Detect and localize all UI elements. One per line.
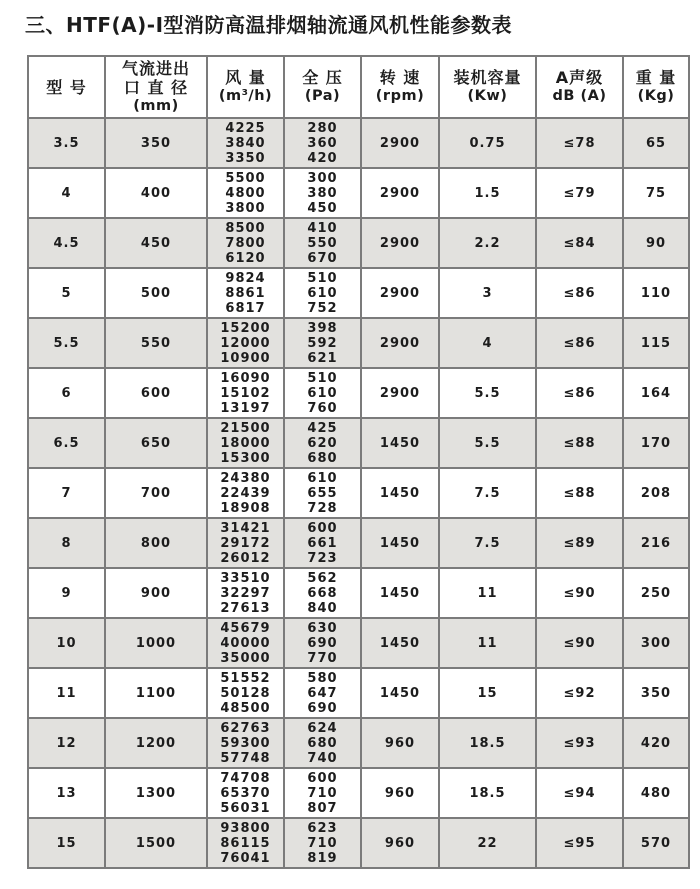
table-row	[28, 718, 689, 768]
column-header-noise-line: dB (A)	[552, 88, 607, 104]
cell-diameter: 1000	[105, 618, 207, 668]
cell-airflow-value-line: 22439	[220, 485, 271, 501]
cell-pressure-value-line: 600	[307, 520, 338, 536]
cell-diameter: 350	[105, 118, 207, 168]
cell-pressure	[284, 318, 361, 368]
cell-model: 3.5	[28, 118, 105, 168]
cell-diameter: 800	[105, 518, 207, 568]
cell-airflow-value-line: 33510	[220, 570, 271, 586]
cell-weight: 65	[623, 118, 689, 168]
cell-power: 7.5	[439, 468, 536, 518]
cell-power: 18.5	[439, 768, 536, 818]
cell-model: 5.5	[28, 318, 105, 368]
cell-airflow-value-line: 5500	[225, 170, 266, 186]
column-header-pressure	[284, 56, 361, 118]
cell-noise: ≤86	[536, 368, 623, 418]
cell-airflow-value-line: 7800	[225, 235, 266, 251]
cell-pressure-value-line: 670	[307, 250, 338, 266]
cell-model: 5	[28, 268, 105, 318]
cell-airflow-value-line: 8861	[225, 285, 266, 301]
cell-speed: 960	[361, 768, 439, 818]
column-header-model	[28, 56, 105, 118]
cell-airflow-value-line: 74708	[220, 770, 271, 786]
cell-airflow	[207, 218, 284, 268]
cell-airflow-value-line: 93800	[220, 820, 271, 836]
cell-pressure-value-line: 610	[307, 385, 338, 401]
column-header-diameter	[105, 56, 207, 118]
cell-weight: 216	[623, 518, 689, 568]
cell-weight: 420	[623, 718, 689, 768]
cell-power: 0.75	[439, 118, 536, 168]
cell-power: 11	[439, 618, 536, 668]
cell-airflow-value-line: 56031	[220, 800, 271, 816]
cell-airflow-value-line: 13197	[220, 400, 271, 416]
column-header-speed-line: 转 速	[379, 68, 421, 87]
cell-noise: ≤90	[536, 568, 623, 618]
cell-airflow-value-line: 12000	[220, 335, 271, 351]
column-header-weight-line: (Kg)	[637, 88, 675, 104]
cell-pressure-value-line: 510	[307, 370, 338, 386]
column-header-diameter-line: (mm)	[133, 97, 179, 114]
cell-pressure-value-line: 610	[307, 285, 338, 301]
cell-diameter: 900	[105, 568, 207, 618]
cell-airflow-value-line: 57748	[220, 750, 271, 766]
cell-noise: ≤79	[536, 168, 623, 218]
cell-noise: ≤95	[536, 818, 623, 868]
page-title: 三、HTF(A)-Ⅰ型消防高温排烟轴流通风机性能参数表	[25, 13, 513, 37]
cell-noise: ≤84	[536, 218, 623, 268]
cell-speed: 2900	[361, 118, 439, 168]
cell-pressure-value-line: 280	[307, 120, 338, 136]
column-header-speed	[361, 56, 439, 118]
cell-airflow-value-line: 15300	[220, 450, 271, 466]
cell-pressure-value-line: 752	[307, 300, 338, 316]
column-header-model-line: 型 号	[46, 77, 87, 97]
cell-speed: 1450	[361, 418, 439, 468]
cell-diameter: 500	[105, 268, 207, 318]
cell-diameter: 400	[105, 168, 207, 218]
table-row	[28, 518, 689, 568]
cell-pressure-value-line: 728	[307, 500, 338, 516]
cell-airflow-value-line: 6817	[225, 300, 266, 316]
column-header-noise	[536, 56, 623, 118]
cell-model: 11	[28, 668, 105, 718]
cell-airflow	[207, 618, 284, 668]
cell-pressure-value-line: 562	[307, 570, 338, 586]
cell-power: 5.5	[439, 418, 536, 468]
cell-speed: 2900	[361, 218, 439, 268]
cell-pressure-value-line: 410	[307, 220, 338, 236]
column-header-pressure-line: (Pa)	[304, 88, 341, 104]
cell-airflow-value-line: 3800	[225, 200, 266, 216]
cell-pressure	[284, 118, 361, 168]
cell-power: 18.5	[439, 718, 536, 768]
cell-airflow-value-line: 18000	[220, 435, 271, 451]
cell-airflow-value-line: 62763	[220, 720, 271, 736]
table-row	[28, 268, 689, 318]
table-row	[28, 318, 689, 368]
cell-airflow-value-line: 8500	[225, 220, 266, 236]
cell-model: 4.5	[28, 218, 105, 268]
cell-weight: 75	[623, 168, 689, 218]
table-row	[28, 368, 689, 418]
cell-pressure-value-line: 300	[307, 170, 338, 186]
cell-pressure-value-line: 690	[307, 635, 338, 651]
cell-pressure-value-line: 690	[307, 700, 338, 716]
cell-airflow	[207, 318, 284, 368]
cell-airflow	[207, 118, 284, 168]
cell-pressure-value-line: 510	[307, 270, 338, 286]
cell-airflow	[207, 518, 284, 568]
cell-airflow-value-line: 10900	[220, 350, 271, 366]
cell-diameter: 1500	[105, 818, 207, 868]
cell-model: 6.5	[28, 418, 105, 468]
cell-pressure-value-line: 360	[307, 135, 338, 151]
cell-weight: 480	[623, 768, 689, 818]
cell-airflow-value-line: 6120	[225, 250, 266, 266]
cell-airflow-value-line: 24380	[220, 470, 271, 486]
cell-airflow-value-line: 51552	[220, 670, 271, 686]
column-header-airflow-line: (m³/h)	[218, 88, 273, 104]
column-header-power-line: (Kw)	[467, 88, 508, 104]
cell-airflow	[207, 468, 284, 518]
cell-pressure-value-line: 621	[307, 350, 338, 366]
table-row	[28, 218, 689, 268]
cell-pressure	[284, 568, 361, 618]
cell-speed: 1450	[361, 618, 439, 668]
cell-pressure-value-line: 680	[307, 735, 338, 751]
table-body	[28, 118, 689, 868]
cell-pressure	[284, 368, 361, 418]
cell-airflow-value-line: 21500	[220, 420, 271, 436]
cell-power: 22	[439, 818, 536, 868]
cell-airflow-value-line: 40000	[220, 635, 271, 651]
cell-power: 5.5	[439, 368, 536, 418]
cell-airflow	[207, 568, 284, 618]
cell-noise: ≤86	[536, 268, 623, 318]
cell-pressure-value-line: 610	[307, 470, 338, 486]
table-row	[28, 568, 689, 618]
cell-airflow-value-line: 3840	[225, 135, 266, 151]
column-header-power-line: 装机容量	[453, 68, 522, 87]
cell-speed: 1450	[361, 518, 439, 568]
cell-pressure	[284, 618, 361, 668]
cell-weight: 110	[623, 268, 689, 318]
cell-diameter: 550	[105, 318, 207, 368]
cell-pressure-value-line: 624	[307, 720, 338, 736]
cell-noise: ≤94	[536, 768, 623, 818]
cell-airflow-value-line: 35000	[220, 650, 271, 666]
cell-speed: 2900	[361, 168, 439, 218]
cell-airflow-value-line: 29172	[220, 535, 271, 551]
column-header-weight-line: 重 量	[635, 68, 677, 87]
cell-airflow-value-line: 26012	[220, 550, 271, 566]
cell-pressure-value-line: 450	[307, 200, 338, 216]
cell-noise: ≤90	[536, 618, 623, 668]
cell-pressure-value-line: 630	[307, 620, 338, 636]
cell-noise: ≤92	[536, 668, 623, 718]
column-header-power	[439, 56, 536, 118]
cell-airflow-value-line: 31421	[220, 520, 271, 536]
cell-speed: 960	[361, 718, 439, 768]
column-header-weight	[623, 56, 689, 118]
table-header-row-container	[28, 56, 689, 118]
cell-model: 6	[28, 368, 105, 418]
cell-model: 15	[28, 818, 105, 868]
cell-airflow-value-line: 9824	[225, 270, 266, 286]
cell-weight: 90	[623, 218, 689, 268]
cell-pressure-value-line: 425	[307, 420, 338, 436]
cell-airflow-value-line: 65370	[220, 785, 271, 801]
column-header-noise-line: A声级	[555, 68, 604, 87]
cell-airflow	[207, 768, 284, 818]
cell-power: 15	[439, 668, 536, 718]
table-row	[28, 468, 689, 518]
cell-noise: ≤86	[536, 318, 623, 368]
cell-pressure-value-line: 623	[307, 820, 338, 836]
cell-pressure	[284, 168, 361, 218]
column-header-airflow-line: 风 量	[225, 68, 266, 87]
cell-pressure-value-line: 620	[307, 435, 338, 451]
cell-pressure-value-line: 770	[307, 650, 338, 666]
cell-noise: ≤89	[536, 518, 623, 568]
cell-pressure-value-line: 740	[307, 750, 338, 766]
cell-airflow	[207, 418, 284, 468]
cell-pressure-value-line: 655	[307, 485, 338, 501]
cell-airflow	[207, 668, 284, 718]
cell-power: 11	[439, 568, 536, 618]
cell-model: 7	[28, 468, 105, 518]
cell-speed: 2900	[361, 368, 439, 418]
cell-diameter: 600	[105, 368, 207, 418]
cell-pressure-value-line: 420	[307, 150, 338, 166]
cell-airflow-value-line: 15200	[220, 320, 271, 336]
table-row	[28, 168, 689, 218]
cell-noise: ≤88	[536, 418, 623, 468]
cell-pressure-value-line: 398	[307, 320, 338, 336]
cell-model: 4	[28, 168, 105, 218]
cell-model: 9	[28, 568, 105, 618]
cell-airflow	[207, 368, 284, 418]
cell-pressure	[284, 418, 361, 468]
table-row	[28, 668, 689, 718]
cell-speed: 2900	[361, 268, 439, 318]
cell-pressure-value-line: 760	[307, 400, 338, 416]
cell-airflow	[207, 718, 284, 768]
cell-weight: 208	[623, 468, 689, 518]
cell-power: 3	[439, 268, 536, 318]
cell-airflow-value-line: 50128	[220, 685, 271, 701]
cell-pressure-value-line: 668	[307, 585, 338, 601]
cell-airflow	[207, 818, 284, 868]
column-header-diameter-line: 口 直 径	[123, 77, 189, 97]
cell-speed: 1450	[361, 468, 439, 518]
cell-airflow-value-line: 86115	[220, 835, 271, 851]
cell-airflow-value-line: 4225	[225, 120, 266, 136]
cell-speed: 1450	[361, 668, 439, 718]
cell-weight: 300	[623, 618, 689, 668]
cell-pressure	[284, 818, 361, 868]
table-row	[28, 818, 689, 868]
cell-pressure-value-line: 647	[307, 685, 338, 701]
cell-model: 10	[28, 618, 105, 668]
cell-noise: ≤78	[536, 118, 623, 168]
cell-pressure-value-line: 710	[307, 785, 338, 801]
cell-pressure	[284, 718, 361, 768]
cell-airflow-value-line: 4800	[225, 185, 266, 201]
cell-power: 4	[439, 318, 536, 368]
cell-pressure-value-line: 819	[307, 850, 338, 866]
cell-pressure	[284, 668, 361, 718]
column-header-diameter-line: 气流进出	[121, 58, 190, 78]
cell-airflow-value-line: 16090	[220, 370, 271, 386]
cell-pressure	[284, 218, 361, 268]
table-header-row	[28, 56, 689, 118]
cell-airflow	[207, 168, 284, 218]
cell-diameter: 1300	[105, 768, 207, 818]
cell-power: 1.5	[439, 168, 536, 218]
cell-weight: 350	[623, 668, 689, 718]
table-row	[28, 618, 689, 668]
cell-pressure-value-line: 661	[307, 535, 338, 551]
cell-weight: 115	[623, 318, 689, 368]
cell-power: 7.5	[439, 518, 536, 568]
cell-airflow-value-line: 32297	[220, 585, 271, 601]
column-header-airflow	[207, 56, 284, 118]
fan-performance-table	[27, 55, 690, 869]
cell-weight: 164	[623, 368, 689, 418]
cell-model: 13	[28, 768, 105, 818]
cell-pressure	[284, 268, 361, 318]
cell-speed: 1450	[361, 568, 439, 618]
cell-diameter: 1100	[105, 668, 207, 718]
cell-noise: ≤88	[536, 468, 623, 518]
cell-diameter: 650	[105, 418, 207, 468]
cell-pressure-value-line: 723	[307, 550, 338, 566]
cell-airflow-value-line: 27613	[220, 600, 271, 616]
column-header-speed-line: (rpm)	[375, 88, 425, 104]
cell-airflow-value-line: 76041	[220, 850, 271, 866]
cell-weight: 170	[623, 418, 689, 468]
cell-speed: 2900	[361, 318, 439, 368]
cell-pressure-value-line: 580	[307, 670, 338, 686]
cell-model: 12	[28, 718, 105, 768]
cell-airflow-value-line: 18908	[220, 500, 271, 516]
cell-diameter: 450	[105, 218, 207, 268]
cell-pressure	[284, 768, 361, 818]
column-header-pressure-line: 全 压	[302, 68, 343, 87]
cell-pressure-value-line: 680	[307, 450, 338, 466]
cell-pressure-value-line: 550	[307, 235, 338, 251]
cell-pressure-value-line: 807	[307, 800, 338, 816]
cell-speed: 960	[361, 818, 439, 868]
cell-model: 8	[28, 518, 105, 568]
cell-pressure-value-line: 380	[307, 185, 338, 201]
cell-pressure-value-line: 592	[307, 335, 338, 351]
cell-diameter: 700	[105, 468, 207, 518]
cell-airflow-value-line: 45679	[220, 620, 271, 636]
cell-airflow-value-line: 59300	[220, 735, 271, 751]
cell-airflow	[207, 268, 284, 318]
cell-airflow-value-line: 15102	[220, 385, 271, 401]
cell-pressure	[284, 468, 361, 518]
cell-weight: 250	[623, 568, 689, 618]
cell-diameter: 1200	[105, 718, 207, 768]
cell-power: 2.2	[439, 218, 536, 268]
cell-airflow-value-line: 3350	[225, 150, 266, 166]
table-row	[28, 768, 689, 818]
cell-airflow-value-line: 48500	[220, 700, 271, 716]
table-row	[28, 118, 689, 168]
cell-noise: ≤93	[536, 718, 623, 768]
cell-pressure-value-line: 600	[307, 770, 338, 786]
cell-pressure-value-line: 710	[307, 835, 338, 851]
table-row	[28, 418, 689, 468]
cell-pressure-value-line: 840	[307, 600, 338, 616]
cell-weight: 570	[623, 818, 689, 868]
cell-pressure	[284, 518, 361, 568]
